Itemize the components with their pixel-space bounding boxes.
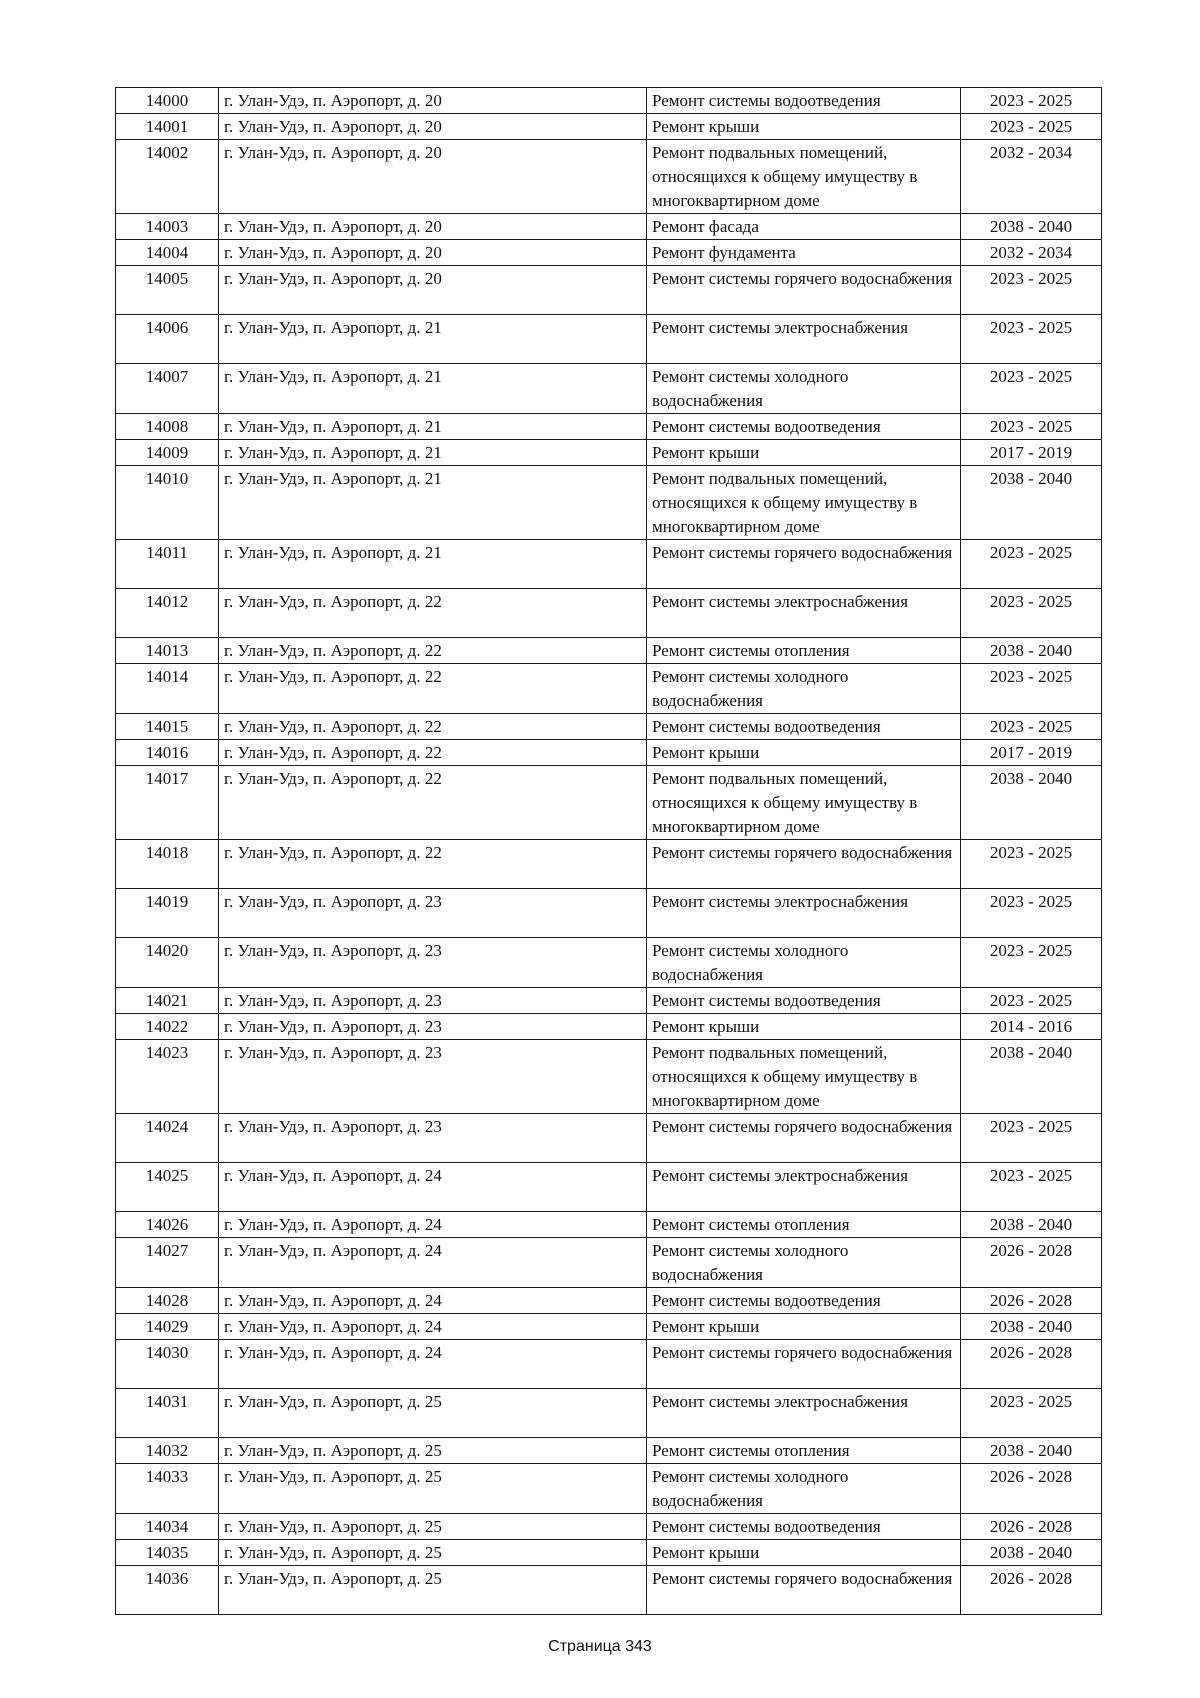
cell-number: 14001 [116,114,219,140]
cell-number: 14023 [116,1040,219,1114]
cell-address: г. Улан-Удэ, п. Аэропорт, д. 22 [219,740,647,766]
cell-address: г. Улан-Удэ, п. Аэропорт, д. 24 [219,1238,647,1288]
cell-number: 14022 [116,1014,219,1040]
cell-work-type: Ремонт крыши [647,440,961,466]
cell-number: 14020 [116,938,219,988]
cell-number: 14018 [116,840,219,889]
cell-address: г. Улан-Удэ, п. Аэропорт, д. 24 [219,1212,647,1238]
cell-address: г. Улан-Удэ, п. Аэропорт, д. 21 [219,540,647,589]
cell-period: 2017 - 2019 [961,440,1102,466]
cell-address: г. Улан-Удэ, п. Аэропорт, д. 23 [219,1040,647,1114]
table-row [116,1238,1102,1288]
cell-work-type: Ремонт подвальных помещений, относящихся к общему имуществу в многоквартирном доме [647,766,961,840]
cell-address: г. Улан-Удэ, п. Аэропорт, д. 24 [219,1314,647,1340]
cell-work-type: Ремонт системы холодного водоснабжения [647,938,961,988]
cell-work-type: Ремонт системы электроснабжения [647,889,961,938]
table-row [116,414,1102,440]
table-row [116,440,1102,466]
cell-work-type: Ремонт системы отопления [647,1438,961,1464]
cell-period: 2023 - 2025 [961,1163,1102,1212]
table-row [116,1114,1102,1163]
cell-address: г. Улан-Удэ, п. Аэропорт, д. 20 [219,114,647,140]
cell-number: 14008 [116,414,219,440]
cell-address: г. Улан-Удэ, п. Аэропорт, д. 22 [219,766,647,840]
cell-work-type: Ремонт крыши [647,740,961,766]
cell-work-type: Ремонт крыши [647,1540,961,1566]
cell-period: 2023 - 2025 [961,315,1102,364]
cell-address: г. Улан-Удэ, п. Аэропорт, д. 21 [219,466,647,540]
table-row [116,1566,1102,1615]
cell-address: г. Улан-Удэ, п. Аэропорт, д. 25 [219,1438,647,1464]
cell-number: 14028 [116,1288,219,1314]
cell-period: 2023 - 2025 [961,414,1102,440]
cell-work-type: Ремонт крыши [647,114,961,140]
cell-period: 2026 - 2028 [961,1514,1102,1540]
cell-period: 2026 - 2028 [961,1464,1102,1514]
cell-work-type: Ремонт системы водоотведения [647,414,961,440]
cell-work-type: Ремонт системы горячего водоснабжения [647,1114,961,1163]
cell-work-type: Ремонт системы горячего водоснабжения [647,840,961,889]
table-row [116,638,1102,664]
cell-period: 2023 - 2025 [961,88,1102,114]
cell-number: 14035 [116,1540,219,1566]
cell-address: г. Улан-Удэ, п. Аэропорт, д. 25 [219,1389,647,1438]
table-body [116,88,1102,1615]
cell-address: г. Улан-Удэ, п. Аэропорт, д. 20 [219,266,647,315]
cell-work-type: Ремонт системы электроснабжения [647,1163,961,1212]
cell-number: 14005 [116,266,219,315]
table-row [116,114,1102,140]
cell-period: 2023 - 2025 [961,266,1102,315]
cell-number: 14014 [116,664,219,714]
cell-work-type: Ремонт подвальных помещений, относящихся к общему имуществу в многоквартирном доме [647,466,961,540]
cell-period: 2038 - 2040 [961,466,1102,540]
table-row [116,315,1102,364]
table-row [116,889,1102,938]
cell-address: г. Улан-Удэ, п. Аэропорт, д. 25 [219,1540,647,1566]
cell-work-type: Ремонт подвальных помещений, относящихся к общему имуществу в многоквартирном доме [647,140,961,214]
cell-address: г. Улан-Удэ, п. Аэропорт, д. 25 [219,1514,647,1540]
table-row [116,1540,1102,1566]
table-row [116,1340,1102,1389]
cell-period: 2038 - 2040 [961,214,1102,240]
cell-work-type: Ремонт системы горячего водоснабжения [647,266,961,315]
cell-period: 2023 - 2025 [961,540,1102,589]
cell-number: 14009 [116,440,219,466]
cell-period: 2023 - 2025 [961,938,1102,988]
cell-work-type: Ремонт системы отопления [647,1212,961,1238]
cell-period: 2017 - 2019 [961,740,1102,766]
table-row [116,88,1102,114]
cell-work-type: Ремонт системы водоотведения [647,1288,961,1314]
table-row [116,364,1102,414]
cell-address: г. Улан-Удэ, п. Аэропорт, д. 23 [219,988,647,1014]
table-row [116,840,1102,889]
table-row [116,240,1102,266]
table-row [116,988,1102,1014]
cell-address: г. Улан-Удэ, п. Аэропорт, д. 24 [219,1163,647,1212]
cell-number: 14010 [116,466,219,540]
cell-period: 2023 - 2025 [961,1389,1102,1438]
table-row [116,1314,1102,1340]
cell-number: 14003 [116,214,219,240]
cell-work-type: Ремонт системы водоотведения [647,988,961,1014]
table-row [116,1438,1102,1464]
cell-address: г. Улан-Удэ, п. Аэропорт, д. 25 [219,1566,647,1615]
cell-number: 14019 [116,889,219,938]
page-number: Страница 343 [548,1638,652,1655]
cell-number: 14021 [116,988,219,1014]
cell-number: 14006 [116,315,219,364]
cell-address: г. Улан-Удэ, п. Аэропорт, д. 24 [219,1340,647,1389]
cell-period: 2023 - 2025 [961,589,1102,638]
cell-address: г. Улан-Удэ, п. Аэропорт, д. 20 [219,140,647,214]
cell-address: г. Улан-Удэ, п. Аэропорт, д. 23 [219,1014,647,1040]
cell-period: 2026 - 2028 [961,1288,1102,1314]
cell-number: 14007 [116,364,219,414]
cell-work-type: Ремонт системы холодного водоснабжения [647,1238,961,1288]
cell-number: 14000 [116,88,219,114]
cell-number: 14016 [116,740,219,766]
table-row [116,589,1102,638]
cell-work-type: Ремонт системы горячего водоснабжения [647,1566,961,1615]
cell-period: 2023 - 2025 [961,840,1102,889]
table-row [116,540,1102,589]
cell-period: 2032 - 2034 [961,240,1102,266]
cell-number: 14026 [116,1212,219,1238]
cell-period: 2038 - 2040 [961,1040,1102,1114]
cell-period: 2014 - 2016 [961,1014,1102,1040]
cell-work-type: Ремонт системы отопления [647,638,961,664]
cell-work-type: Ремонт крыши [647,1314,961,1340]
cell-number: 14032 [116,1438,219,1464]
cell-number: 14030 [116,1340,219,1389]
cell-work-type: Ремонт системы холодного водоснабжения [647,364,961,414]
cell-address: г. Улан-Удэ, п. Аэропорт, д. 21 [219,364,647,414]
table-row [116,214,1102,240]
table-row [116,938,1102,988]
table-row [116,766,1102,840]
cell-period: 2026 - 2028 [961,1340,1102,1389]
cell-address: г. Улан-Удэ, п. Аэропорт, д. 20 [219,214,647,240]
cell-period: 2023 - 2025 [961,714,1102,740]
cell-address: г. Улан-Удэ, п. Аэропорт, д. 25 [219,1464,647,1514]
cell-period: 2023 - 2025 [961,114,1102,140]
table-row [116,1212,1102,1238]
cell-period: 2038 - 2040 [961,766,1102,840]
table-row [116,1389,1102,1438]
cell-address: г. Улан-Удэ, п. Аэропорт, д. 22 [219,840,647,889]
cell-number: 14012 [116,589,219,638]
table-row [116,1163,1102,1212]
cell-period: 2023 - 2025 [961,1114,1102,1163]
cell-work-type: Ремонт системы горячего водоснабжения [647,1340,961,1389]
cell-period: 2038 - 2040 [961,638,1102,664]
cell-address: г. Улан-Удэ, п. Аэропорт, д. 22 [219,638,647,664]
cell-number: 14017 [116,766,219,840]
cell-work-type: Ремонт фундамента [647,240,961,266]
cell-period: 2023 - 2025 [961,664,1102,714]
cell-work-type: Ремонт системы водоотведения [647,1514,961,1540]
cell-work-type: Ремонт системы горячего водоснабжения [647,540,961,589]
cell-period: 2023 - 2025 [961,988,1102,1014]
cell-period: 2038 - 2040 [961,1540,1102,1566]
cell-work-type: Ремонт системы водоотведения [647,88,961,114]
cell-period: 2032 - 2034 [961,140,1102,214]
table-row [116,466,1102,540]
table-row [116,1514,1102,1540]
cell-work-type: Ремонт фасада [647,214,961,240]
cell-address: г. Улан-Удэ, п. Аэропорт, д. 22 [219,589,647,638]
cell-number: 14027 [116,1238,219,1288]
table-row [116,266,1102,315]
table-row [116,714,1102,740]
cell-number: 14033 [116,1464,219,1514]
cell-number: 14004 [116,240,219,266]
table-row [116,664,1102,714]
cell-address: г. Улан-Удэ, п. Аэропорт, д. 21 [219,414,647,440]
cell-number: 14015 [116,714,219,740]
cell-period: 2023 - 2025 [961,364,1102,414]
cell-number: 14036 [116,1566,219,1615]
cell-address: г. Улан-Удэ, п. Аэропорт, д. 22 [219,664,647,714]
cell-number: 14002 [116,140,219,214]
cell-number: 14013 [116,638,219,664]
cell-address: г. Улан-Удэ, п. Аэропорт, д. 20 [219,88,647,114]
cell-number: 14024 [116,1114,219,1163]
cell-address: г. Улан-Удэ, п. Аэропорт, д. 23 [219,1114,647,1163]
cell-period: 2026 - 2028 [961,1566,1102,1615]
cell-address: г. Улан-Удэ, п. Аэропорт, д. 24 [219,1288,647,1314]
table-row [116,1014,1102,1040]
cell-address: г. Улан-Удэ, п. Аэропорт, д. 21 [219,440,647,466]
cell-period: 2038 - 2040 [961,1438,1102,1464]
cell-number: 14031 [116,1389,219,1438]
cell-period: 2038 - 2040 [961,1314,1102,1340]
cell-period: 2038 - 2040 [961,1212,1102,1238]
table-row [116,740,1102,766]
cell-work-type: Ремонт системы электроснабжения [647,1389,961,1438]
cell-work-type: Ремонт системы электроснабжения [647,589,961,638]
table-row [116,1464,1102,1514]
cell-number: 14034 [116,1514,219,1540]
table-row [116,1040,1102,1114]
cell-number: 14025 [116,1163,219,1212]
cell-work-type: Ремонт системы холодного водоснабжения [647,1464,961,1514]
cell-period: 2026 - 2028 [961,1238,1102,1288]
cell-work-type: Ремонт системы водоотведения [647,714,961,740]
cell-work-type: Ремонт крыши [647,1014,961,1040]
cell-period: 2023 - 2025 [961,889,1102,938]
cell-work-type: Ремонт подвальных помещений, относящихся к общему имуществу в многоквартирном доме [647,1040,961,1114]
repair-schedule-table [115,87,1102,1615]
table-row [116,1288,1102,1314]
cell-address: г. Улан-Удэ, п. Аэропорт, д. 22 [219,714,647,740]
cell-address: г. Улан-Удэ, п. Аэропорт, д. 21 [219,315,647,364]
cell-number: 14029 [116,1314,219,1340]
cell-work-type: Ремонт системы электроснабжения [647,315,961,364]
cell-address: г. Улан-Удэ, п. Аэропорт, д. 23 [219,889,647,938]
cell-number: 14011 [116,540,219,589]
table-row [116,140,1102,214]
cell-address: г. Улан-Удэ, п. Аэропорт, д. 23 [219,938,647,988]
cell-address: г. Улан-Удэ, п. Аэропорт, д. 20 [219,240,647,266]
cell-work-type: Ремонт системы холодного водоснабжения [647,664,961,714]
